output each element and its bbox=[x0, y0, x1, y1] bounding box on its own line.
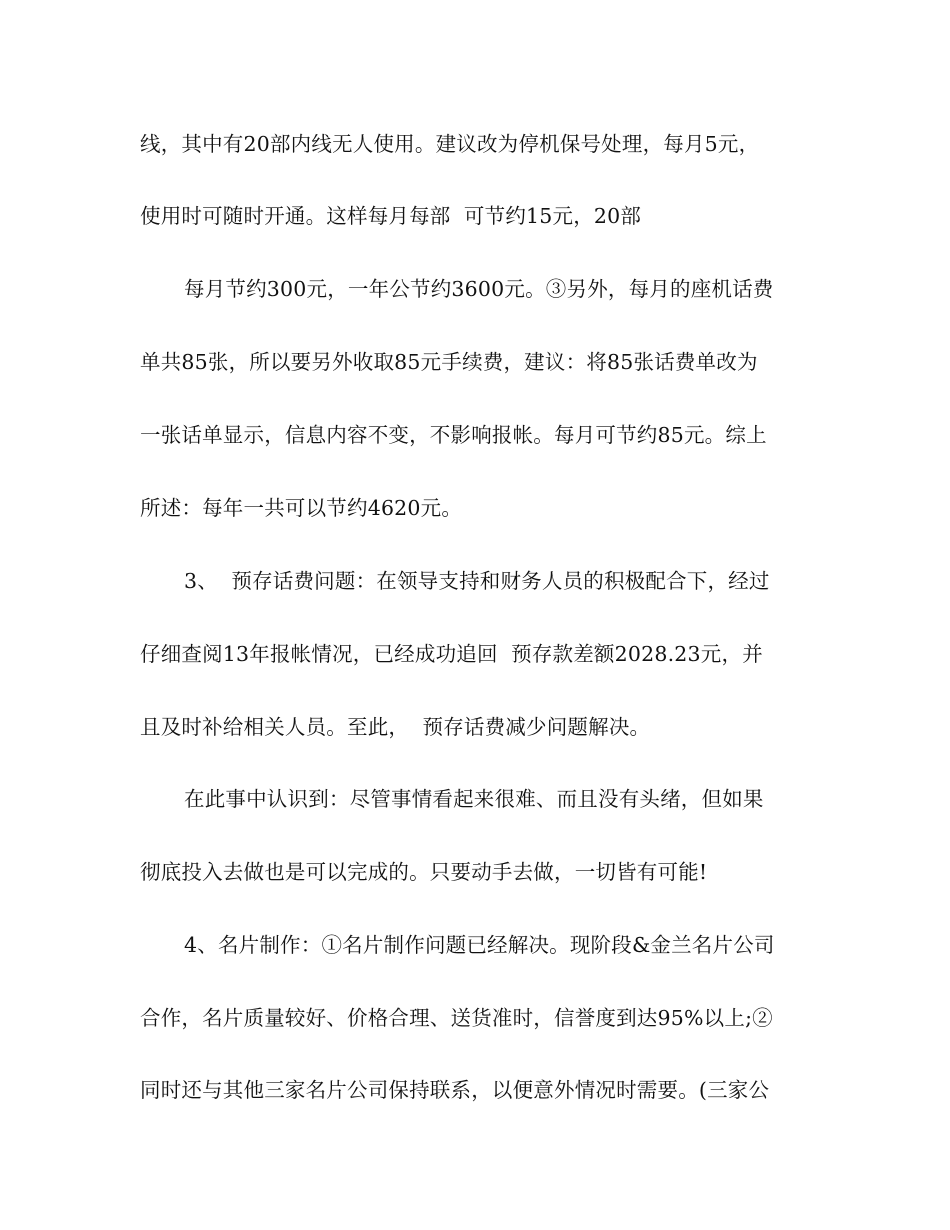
paragraph-line: 彻底投入去做也是可以完成的。只要动手去做，一切皆有可能! bbox=[140, 860, 708, 884]
paragraph-line: 单共85张，所以要另外收取85元手续费，建议：将85张话费单改为 bbox=[140, 350, 758, 374]
paragraph-line: 仔细查阅13年报帐情况，已经成功追回 预存款差额2028.23元，并 bbox=[140, 642, 763, 666]
paragraph-line: 且及时补给相关人员。至此， 预存话费减少问题解决。 bbox=[140, 715, 651, 739]
paragraph-line: 一张话单显示，信息内容不变，不影响报帐。每月可节约85元。综上 bbox=[140, 423, 767, 447]
paragraph-line: 所述：每年一共可以节约4620元。 bbox=[140, 496, 463, 520]
paragraph-line: 使用时可随时开通。这样每月每部 可节约15元，20部 bbox=[140, 204, 642, 228]
paragraph-line: 每月节约300元，一年公节约3600元。③另外，每月的座机话费 bbox=[184, 277, 774, 301]
paragraph-line: 同时还与其他三家名片公司保持联系，以便意外情况时需要。(三家公 bbox=[140, 1078, 770, 1102]
paragraph-line: 3、 预存话费问题：在领导支持和财务人员的积极配合下，经过 bbox=[184, 569, 770, 593]
paragraph-line: 合作，名片质量较好、价格合理、送货准时，信誉度到达95%以上;② bbox=[140, 1006, 773, 1030]
paragraph-line: 在此事中认识到：尽管事情看起来很难、而且没有头绪，但如果 bbox=[184, 787, 764, 811]
paragraph-line: 线，其中有20部内线无人使用。建议改为停机保号处理，每月5元， bbox=[140, 132, 760, 156]
paragraph-line: 4、名片制作：①名片制作问题已经解决。现阶段&金兰名片公司 bbox=[184, 933, 775, 957]
